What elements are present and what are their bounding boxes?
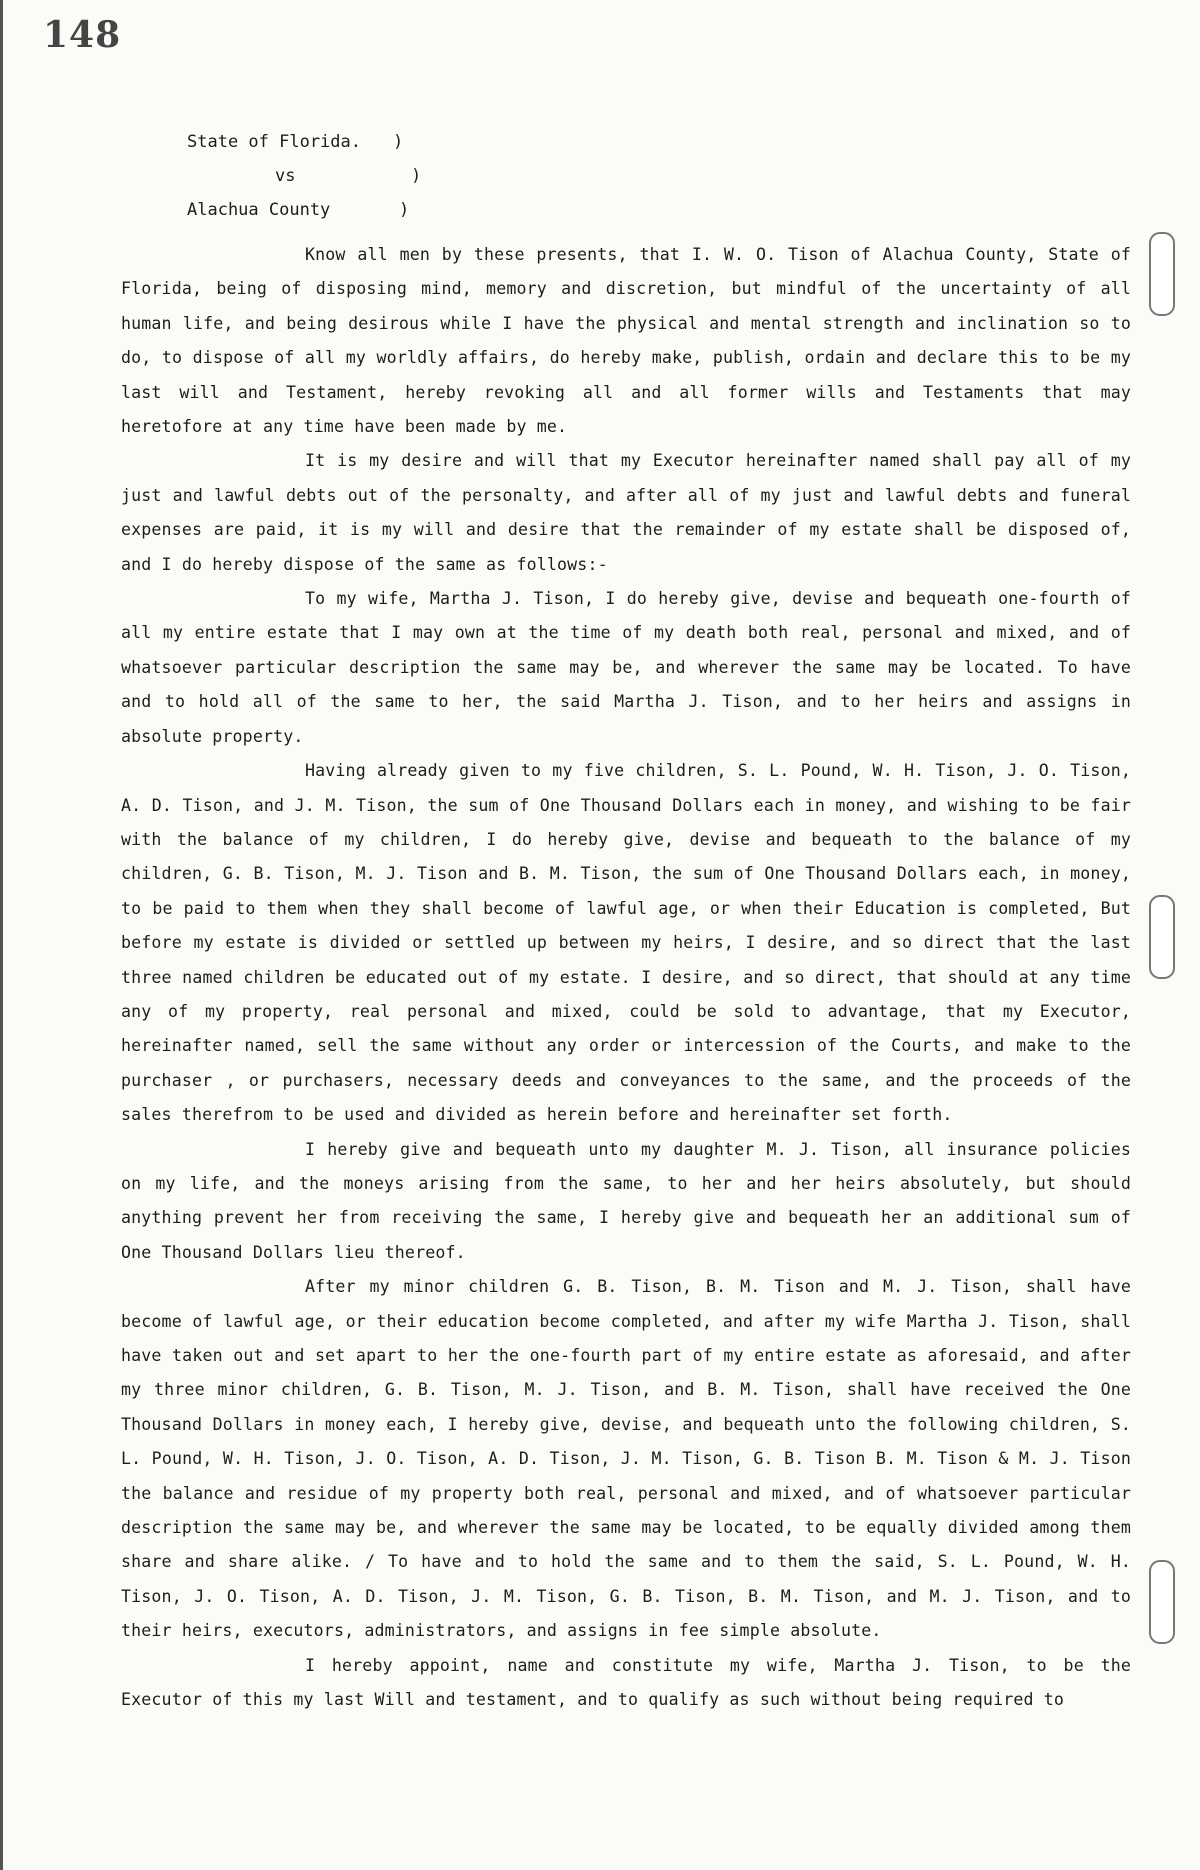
caption-county: Alachua County <box>187 200 331 220</box>
caption-vs: vs <box>275 166 296 186</box>
caption-line-vs <box>187 159 421 193</box>
paragraph-children-bequest: Having already given to my five children, S. L. Pound, W. H. Tison, J. O. Tison, A. D. Tison, and J. M. Tison, the sum of One Thousand Dollars each in money, and wishing to be fair with the balance of my children, I do hereby give, devise and bequeath to the balance of my children, G. B. Tison, M. J. Tison and B. M. Tison, the sum of One Thousand Dollars each, in money, to be paid to them when they shall become of lawful age, or when their Education is completed, But before my estate is divided or settled up between my heirs, I desire, and so direct that the last three named children be educated out of my estate. I desire, and so direct, that should at any time any of my property, real personal and mixed, could be sold to advantage, that my Executor, hereinafter named, sell the same without any order or intercession of the Courts, and make to the purchaser , or purchasers, necessary deeds and conveyances to the same, and the proceeds of the sales therefrom to be used and divided as herein before and hereinafter set forth. <box>121 761 1131 1125</box>
caption-line-county <box>187 193 421 227</box>
paragraph-executor: I hereby appoint, name and constitute my wife, Martha J. Tison, to be the Executor of this my last Will and testament, and to qualify as such without being required to <box>121 1655 1131 1710</box>
caption-state: State of Florida. <box>187 132 361 152</box>
paragraph-declaration: Know all men by these presents, that I. W. O. Tison of Alachua County, State of Florida, being of disposing mind, memory and discretion, but mindful of the uncertainty of all human life, and being desirous while I have the physical and mental strength and inclination so to do, to dispose of all my worldly affairs, do hereby make, publish, ordain and declare this to be my last will and Testament, hereby revoking all and all former wills and Testaments that may heretofore at any time have been made by me. <box>121 245 1131 437</box>
caption-bracket: ) <box>399 200 410 220</box>
paragraph-residue: After my minor children G. B. Tison, B. M. Tison and M. J. Tison, shall have become of lawful age, or their education become completed, and after my wife Martha J. Tison, shall have taken out and set apart to her the one-fourth part of my entire estate as aforesaid, and after my three minor children, G. B. Tison, M. J. Tison, and B. M. Tison, shall have received the One Thousand Dollars in money each, I hereby give, devise, and bequeath unto the following children, S. L. Pound, W. H. Tison, J. O. Tison, A. D. Tison, J. M. Tison, G. B. Tison B. M. Tison & M. J. Tison the balance and residue of my property both real, personal and mixed, and of whatsoever particular description the same may be, and wherever the same may be located, to be equally divided among them share and share alike. / To have and to hold the same and to them the said, S. L. Pound, W. H. Tison, J. O. Tison, A. D. Tison, J. M. Tison, G. B. Tison, B. M. Tison, and M. J. Tison, and to their heirs, executors, administrators, and assigns in fee simple absolute. <box>121 1277 1131 1641</box>
will-body <box>121 238 1131 1717</box>
paragraph-wife-bequest: To my wife, Martha J. Tison, I do hereby give, devise and bequeath one-fourth of all my entire estate that I may own at the time of my death both real, personal and mixed, and of whatsoever particular description the same may be, and wherever the same may be located. To have and to hold all of the same to her, the said Martha J. Tison, and to her heirs and assigns in absolute property. <box>121 589 1131 746</box>
paragraph-debts: It is my desire and will that my Executor hereinafter named shall pay all of my just and lawful debts out of the personalty, and after all of my just and lawful debts and funeral expenses are paid, it is my will and desire that the remainder of my estate shall be disposed of, and I do hereby dispose of the same as follows:- <box>121 451 1131 574</box>
binder-hole <box>1149 232 1175 316</box>
binder-hole <box>1149 895 1175 979</box>
binder-hole <box>1149 1560 1175 1644</box>
caption-line-state <box>187 125 421 159</box>
paragraph-insurance: I hereby give and bequeath unto my daughter M. J. Tison, all insurance policies on my life, and the moneys arising from the same, to her and her heirs absolutely, but should anything prevent her from receiving the same, I hereby give and bequeath her an additional sum of One Thousand Dollars lieu thereof. <box>121 1139 1131 1262</box>
case-caption <box>187 125 421 227</box>
caption-bracket: ) <box>393 132 404 152</box>
caption-bracket: ) <box>411 166 422 186</box>
page-number: 148 <box>43 14 122 56</box>
